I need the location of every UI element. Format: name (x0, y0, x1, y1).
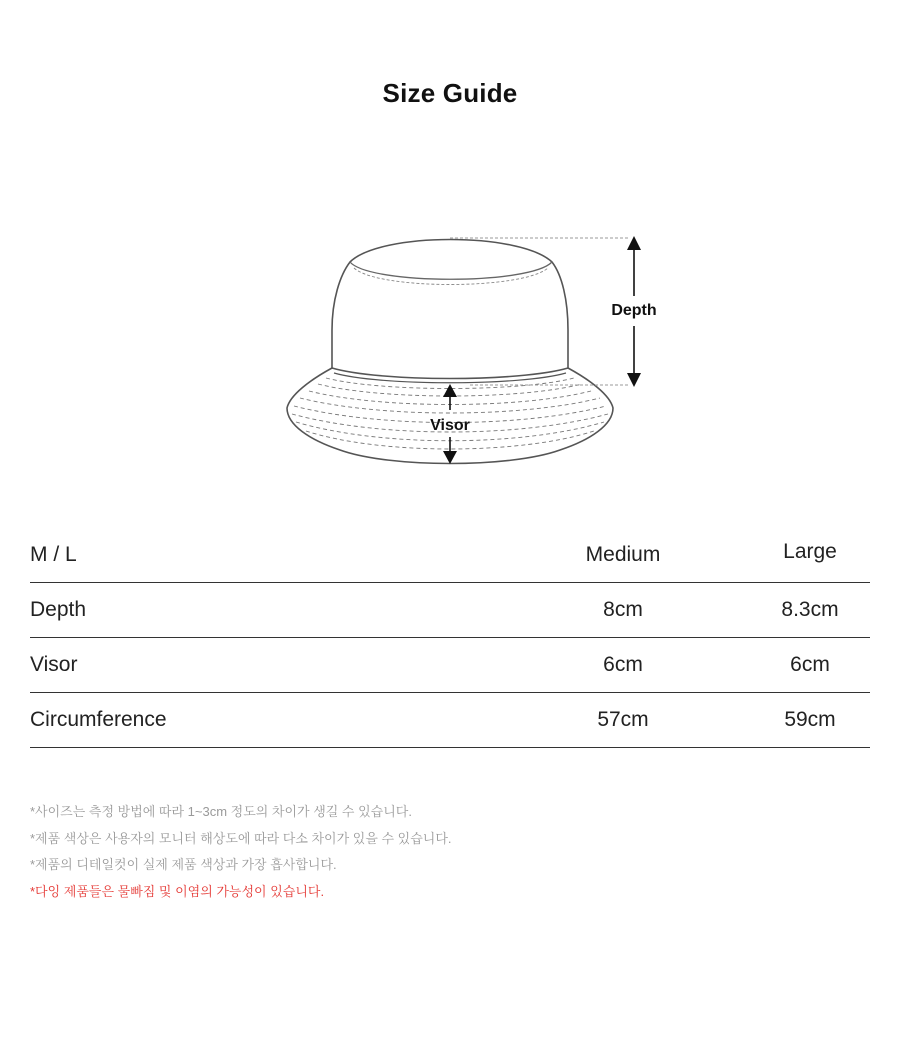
row-large-value: 6cm (790, 653, 830, 676)
warning-note: *다잉 제품들은 물빠짐 및 이염의 가능성이 있습니다. (30, 883, 325, 899)
header-medium: Medium (585, 543, 661, 566)
row-medium-value: 6cm (603, 653, 643, 676)
row-label: Circumference (30, 708, 167, 731)
header-large: Large (783, 540, 837, 563)
row-medium-value: 57cm (597, 708, 649, 731)
table-row (30, 693, 870, 748)
visor-label: Visor (430, 417, 470, 434)
notes-list (30, 802, 870, 908)
row-label: Depth (30, 598, 87, 621)
row-medium-value: 8cm (603, 598, 643, 621)
hat-crown (332, 240, 568, 369)
depth-label: Depth (611, 302, 657, 319)
note-item: *사이즈는 측정 방법에 따라 1~3cm 정도의 차이가 생길 수 있습니다. (30, 804, 412, 819)
note-item: *제품 색상은 사용자의 모니터 해상도에 따라 다소 차이가 있을 수 있습니다. (30, 830, 452, 846)
row-label: Visor (30, 653, 78, 676)
bucket-hat-diagram (270, 225, 670, 475)
table-row (30, 638, 870, 693)
note-item: *제품의 디테일컷이 실제 제품 색상과 가장 흡사합니다. (30, 857, 337, 872)
row-large-value: 8.3cm (781, 598, 839, 621)
row-large-value: 59cm (784, 708, 836, 731)
table-header-row (30, 528, 870, 583)
hat-band (332, 368, 568, 379)
table-row (30, 583, 870, 638)
size-table (30, 528, 870, 748)
page-title: Size Guide (382, 78, 518, 108)
header-size-label: M / L (30, 543, 77, 566)
